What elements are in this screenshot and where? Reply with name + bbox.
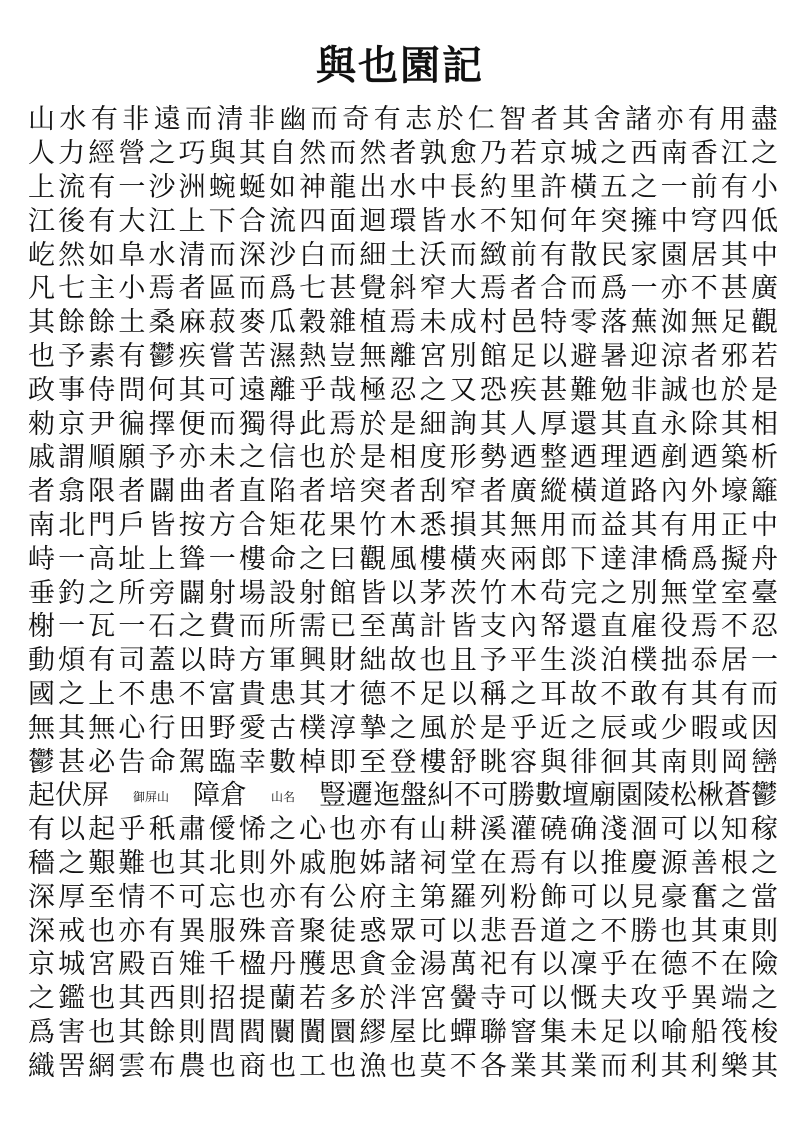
text-line: 其 餘 餘 土 桑 麻 菽 麥 瓜 穀 雜 植 焉 未 成 村 邑 特 零 落 蕪 洳 無 足 觀	[28, 307, 778, 339]
text-line: 山 水 有 非 遠 而 清 非 幽 而 奇 有 志 於 仁 智 者 其 舍 諸 亦 有 用 盡	[28, 104, 778, 136]
text-line: 凡 七 主 小 焉 者 區 而 爲 七 甚 覺 斜 窄 大 焉 者 合 而 爲 一 亦 不 甚 廣	[28, 273, 778, 305]
text-line: 穡 之 艱 難 也 其 北 則 外 戚 胞 姊 諸 祠 堂 在 焉 有 以 推 慶 源 善 根 之	[28, 847, 778, 879]
interlinear-note: 山名	[270, 789, 295, 804]
document-title: 與也園記	[316, 42, 484, 89]
text-line: 政 事 侍 問 何 其 可 遠 離 乎 哉 極 忍 之 又 恐 疾 甚 難 勉 非 誠 也 於 是	[28, 374, 778, 406]
text-line: 上 流 有 一 沙 洲 蜿 蜒 如 神 龍 出 水 中 長 約 里 許 橫 五 之 一 前 有 小	[28, 172, 778, 203]
line-segment: 豎邐迤盤糾不可勝數壇廟園陵松楸蒼鬱	[318, 780, 778, 812]
text-line: 垂 釣 之 所 旁 闢 射 場 設 射 館 皆 以 茅 茨 竹 木 茍 完 之 別 無 堂 室 臺	[28, 577, 778, 609]
text-line: 峙 一 高 址 上 聳 一 樓 命 之 曰 觀 風 樓 橫 夾 兩 郎 下 達 津 橋 爲 擬 舟	[28, 543, 778, 575]
text-line: 榭 一 瓦 一 石 之 費 而 所 需 已 至 萬 計 皆 支 內 帑 還 直 雇 役 焉 不 忍	[28, 611, 778, 643]
text-line: 深 厚 至 情 不 可 忘 也 亦 有 公 府 主 第 羅 列 粉 飾 可 以 見 豪 奮 之 當	[28, 881, 778, 913]
text-line: 者 翕 限 者 闢 曲 者 直 陷 者 培 突 者 刮 窄 者 廣 縱 橫 道 路 內 外 壕 籬	[28, 476, 778, 508]
text-line: 戚 謂 順 願 予 亦 未 之 信 也 於 是 相 度 形 勢 迺 整 迺 理 迺 剷 迺 築 析	[28, 442, 778, 474]
text-line: 也 予 素 有 鬱 疾 嘗 苦 濕 熱 豈 無 離 宮 別 館 足 以 避 暑 迎 涼 者 邪 若	[28, 340, 778, 372]
text-line: 爲 害 也 其 餘 則 閭 閻 闤 闠 圜 繆 屋 比 蟬 聯 窨 集 未 足 以 喻 船 筏 梭	[28, 1016, 778, 1048]
document-body	[28, 100, 778, 1080]
text-line: 南 北 門 戶 皆 按 方 合 矩 花 果 竹 木 悉 損 其 無 用 而 益 其 有 用 正 中	[28, 509, 778, 541]
text-line: 無 其 無 心 行 田 野 愛 古 樸 淳 摯 之 風 於 是 乎 近 之 辰 或 少 暇 或 因	[28, 712, 778, 744]
text-line: 勑 京 尹 徧 擇 便 而 獨 得 此 焉 於 是 細 詢 其 人 厚 還 其 直 永 除 其 相	[28, 408, 778, 440]
line-segment: 障倉	[192, 780, 247, 812]
text-line: 動 煩 有 司 蓋 以 時 方 軍 興 財 絀 故 也 且 予 平 生 淡 泊 樸 拙 忝 居 一	[28, 645, 778, 677]
text-line: 人 力 經 營 之 巧 與 其 自 然 而 然 者 孰 愈 乃 若 京 城 之 西 南 香 江 之	[28, 138, 778, 170]
interlinear-note: 御屏山	[132, 789, 169, 804]
text-line: 國 之 上 不 患 不 富 貴 患 其 才 德 不 足 以 稱 之 耳 故 不 敢 有 其 有 而	[28, 678, 778, 710]
text-line: 屹 然 如 阜 水 清 而 深 沙 白 而 細 土 沃 而 緻 前 有 散 民 家 園 居 其 中	[28, 239, 778, 271]
text-line: 深 戒 也 亦 有 異 服 殊 音 聚 徒 惑 眾 可 以 悲 吾 道 之 不 勝 也 其 東 則	[28, 915, 778, 947]
text-line: 鬱 甚 必 告 命 駕 臨 幸 數 棹 即 至 登 樓 舒 眺 容 與 徘 徊 其 南 則 岡 巒	[28, 746, 778, 778]
text-line: 京 城 宮 殿 百 雉 千 楹 丹 雘 思 貪 金 湯 萬 祀 有 以 凜 乎 在 德 不 在 險	[28, 949, 778, 981]
text-line: 江 後 有 大 江 上 下 合 流 四 面 迴 環 皆 水 不 知 何 年 突 擁 中 穹 四 低	[28, 205, 778, 237]
text-line-annotated	[28, 776, 778, 810]
line-segment: 起伏屏	[28, 780, 109, 812]
text-line: 有 以 起 乎 秖 肅 僾 悕 之 心 也 亦 有 山 耕 溪 灌 磽 确 淺 涸 可 以 知 稼	[28, 814, 778, 846]
text-line: 織 罟 網 雲 布 農 也 商 也 工 也 漁 也 莫 不 各 業 其 業 而 利 其 利 樂 其	[28, 1050, 778, 1082]
text-line: 之 鑑 也 其 西 則 招 提 蘭 若 多 於 泮 宮 黌 寺 可 以 慨 夫 攻 乎 異 端 之	[28, 983, 778, 1015]
